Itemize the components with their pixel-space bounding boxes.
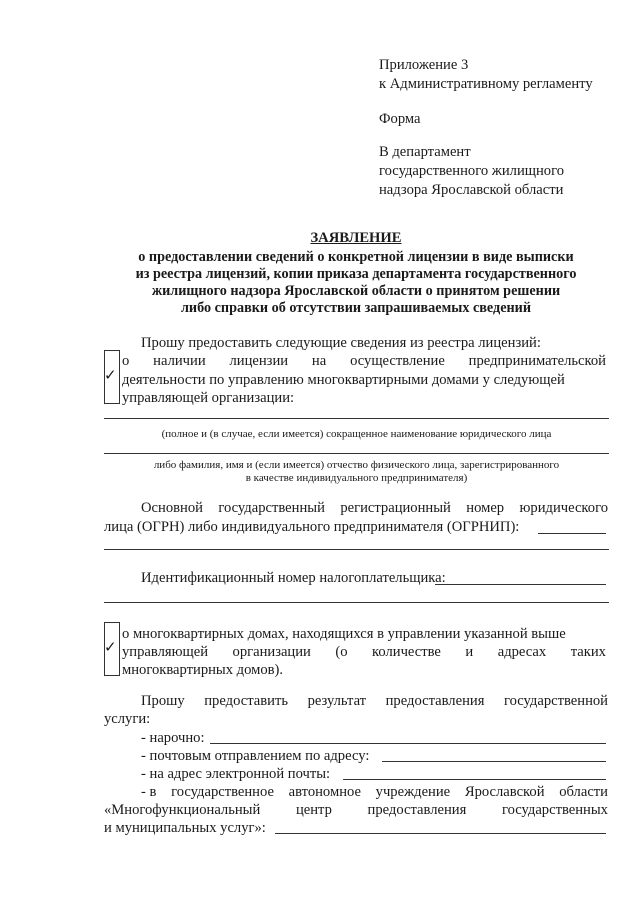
delivery-email-label: - на адрес электронной почты: — [141, 766, 331, 782]
delivery-mfc-line-1: - в государственное автономное учреждение Ярославской области — [141, 784, 608, 800]
option-license-line-1: о наличии лицензии на осуществление предпринимательской — [122, 353, 606, 369]
ogrn-line-1: Основной государственный регистрационный номер юридического — [141, 500, 608, 516]
delivery-mfc-line-3: и муниципальных услуг»: — [104, 820, 266, 836]
delivery-hand-label: - нарочно: — [141, 730, 205, 746]
option-license-line-3: управляющей организации: — [122, 390, 295, 406]
delivery-email-field[interactable] — [343, 779, 606, 780]
checkmark-icon: ✓ — [104, 368, 117, 384]
delivery-post-field[interactable] — [382, 761, 606, 762]
delivery-mfc-field[interactable] — [275, 833, 606, 834]
inn-field[interactable] — [435, 584, 606, 585]
delivery-post-label: - почтовым отправлением по адресу: — [141, 748, 370, 764]
delivery-mfc-line-2: «Многофункциональный центр предоставления государственных — [104, 802, 608, 818]
request-intro: Прошу предоставить следующие сведения из реестра лицензий: — [141, 335, 541, 351]
option-houses-line-1: о многоквартирных домах, находящихся в управлении указанной выше — [122, 626, 566, 642]
result-line-1: Прошу предоставить результат предоставления государственной — [141, 693, 608, 709]
appendix-label: Приложение 3 — [379, 57, 469, 73]
form-label: Форма — [379, 111, 421, 127]
ogrn-line-2: лица (ОГРН) либо индивидуального предпринимателя (ОГРНИП): — [104, 519, 520, 535]
title-line-1: о предоставлении сведений о конкретной лицензии в виде выписки — [138, 249, 574, 265]
ogrn-field[interactable] — [538, 533, 606, 534]
regulation-label: к Административному регламенту — [379, 76, 593, 92]
addressee-line-1: В департамент — [379, 144, 471, 160]
inn-label: Идентификационный номер налогоплательщика: — [141, 570, 446, 586]
addressee-line-3: надзора Ярославской области — [379, 182, 564, 198]
addressee-line-2: государственного жилищного — [379, 163, 565, 179]
person-caption-2: в качестве индивидуального предпринимателя) — [245, 472, 468, 484]
org-name-line-2[interactable] — [104, 453, 609, 454]
title-line-2: из реестра лицензий, копии приказа департамента государственного — [135, 266, 577, 282]
result-line-2: услуги: — [104, 711, 151, 727]
checkmark-icon: ✓ — [104, 640, 117, 656]
delivery-hand-field[interactable] — [210, 743, 606, 744]
inn-field-continuation[interactable] — [104, 602, 609, 603]
org-name-line-1[interactable] — [104, 418, 609, 419]
title-line-4: либо справки об отсутствии запрашиваемых сведений — [180, 300, 532, 316]
option-houses-line-2: управляющей организации (о количестве и адресах таких — [122, 644, 606, 660]
person-caption-1: либо фамилия, имя и (если имеется) отчество физического лица, зарегистрированного — [153, 459, 560, 471]
title-line-3: жилищного надзора Ярославской области о принятом решении — [151, 283, 561, 299]
option-license-line-2: деятельности по управлению многоквартирными домами у следующей — [122, 372, 565, 388]
ogrn-field-continuation[interactable] — [104, 549, 609, 550]
option-houses-line-3: многоквартирных домов). — [122, 662, 284, 678]
document-title: ЗАЯВЛЕНИЕ — [310, 230, 402, 246]
org-name-caption: (полное и (в случае, если имеется) сокращенное наименование юридического лица — [161, 428, 552, 440]
